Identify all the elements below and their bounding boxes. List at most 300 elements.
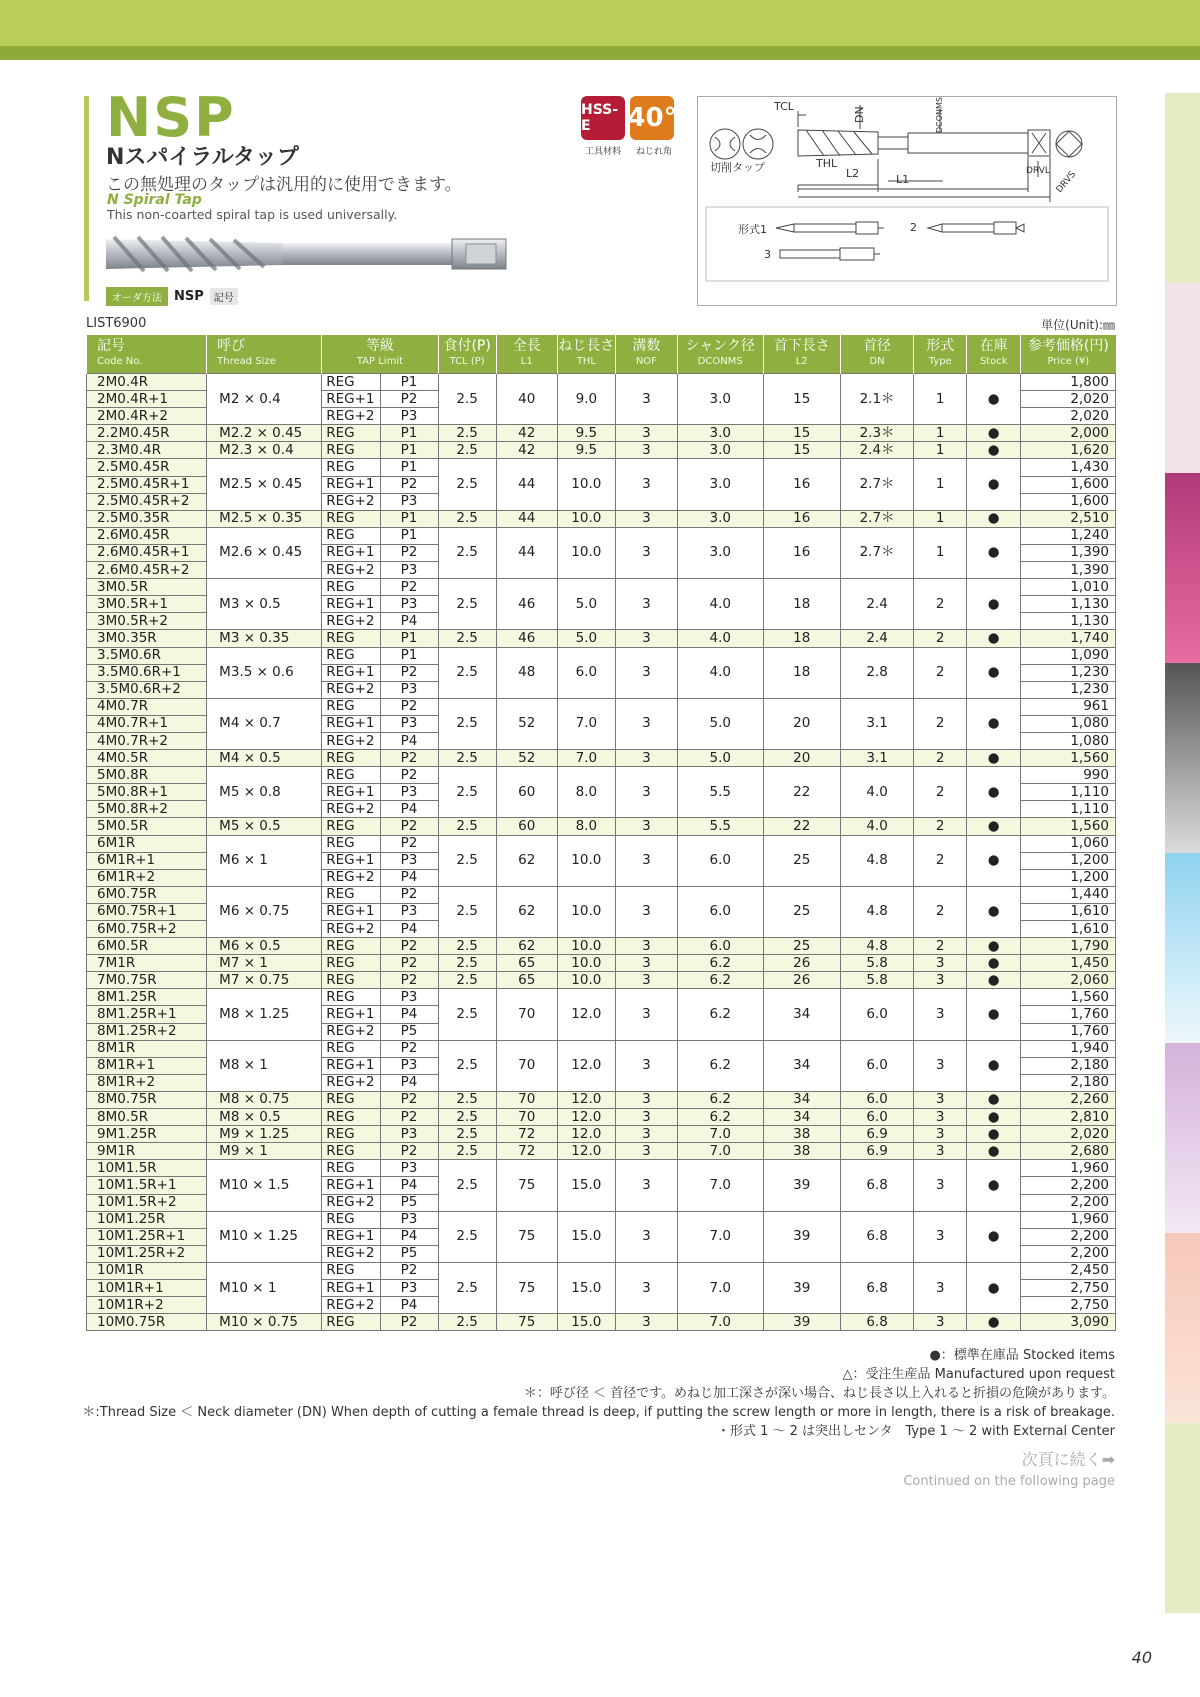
- dn: 6.0: [840, 989, 913, 1040]
- dn: 6.9: [840, 1126, 913, 1143]
- stock-mark: ●: [967, 1109, 1021, 1126]
- l1: 62: [496, 886, 557, 937]
- code-no: 7M1R: [87, 955, 207, 972]
- code-no: 2.5M0.35R: [87, 510, 207, 527]
- table-row: [87, 989, 1116, 1006]
- code-no: 4M0.5R: [87, 750, 207, 767]
- top-color-bar-dark: [0, 46, 1200, 60]
- code-no: 4M0.7R: [87, 698, 207, 715]
- dconms: 6.0: [677, 886, 763, 937]
- type: 1: [914, 510, 967, 527]
- col-header: [87, 335, 207, 374]
- code-no: 6M1R+2: [87, 869, 207, 886]
- l2: 39: [763, 1314, 840, 1331]
- price: 1,560: [1021, 818, 1116, 835]
- col-header-jp: 参考価格(円): [1027, 338, 1109, 354]
- table-row: [87, 1126, 1116, 1143]
- diagram-dconms-label: DCONMS: [935, 97, 944, 133]
- dconms: 5.5: [677, 767, 763, 818]
- diagram-drvs-label: DRVS: [1054, 169, 1079, 195]
- diagram-drvl-label: DRVL: [1026, 166, 1050, 176]
- table-row: [87, 425, 1116, 442]
- type: 3: [914, 1314, 967, 1331]
- code-no: 8M1.25R+1: [87, 1006, 207, 1023]
- price: 2,200: [1021, 1228, 1116, 1245]
- stock-mark: ●: [967, 767, 1021, 818]
- col-header-jp: ねじ長さ: [558, 338, 615, 354]
- dn: 4.8: [840, 835, 913, 886]
- l2: 25: [763, 835, 840, 886]
- code-no: 10M1.25R+2: [87, 1245, 207, 1262]
- tcl: 2.5: [438, 459, 496, 510]
- thread-size: M2 × 0.4: [207, 374, 322, 425]
- order-method-label: オーダ方法: [106, 287, 168, 306]
- type: 3: [914, 1040, 967, 1091]
- l1: 46: [496, 579, 557, 630]
- tcl: 2.5: [438, 1160, 496, 1211]
- type: 3: [914, 972, 967, 989]
- note-neck-en: ＊:Thread Size ＜ Neck diameter (DN) When depth of cutting a female thread is deep, if putting the screw length or more in length, there is a risk of breakage.: [82, 1405, 1115, 1420]
- continued-notice: [903, 1447, 1115, 1489]
- nof: 3: [615, 767, 677, 818]
- code-no: 8M1.25R+2: [87, 1023, 207, 1040]
- tap-limit: P3: [380, 493, 438, 510]
- dconms: 4.0: [677, 579, 763, 630]
- code-no: 5M0.8R+2: [87, 801, 207, 818]
- nof: 3: [615, 989, 677, 1040]
- side-tab-purple: [1165, 1043, 1200, 1233]
- tap-limit: P5: [380, 1245, 438, 1262]
- diagram-l2-label: L2: [846, 167, 860, 180]
- side-tab-pink-light: [1165, 283, 1200, 473]
- tap-limit-class: REG: [322, 767, 380, 784]
- code-no: 2.6M0.45R+1: [87, 544, 207, 561]
- stock-mark: ●: [967, 1143, 1021, 1160]
- code-no: 3M0.35R: [87, 630, 207, 647]
- dconms: 6.0: [677, 835, 763, 886]
- tap-limit: P2: [380, 955, 438, 972]
- code-no: 3M0.5R+2: [87, 613, 207, 630]
- thl: 10.0: [557, 835, 615, 886]
- tap-limit-class: REG: [322, 442, 380, 459]
- stock-mark: ●: [967, 527, 1021, 578]
- stock-mark: ●: [967, 1262, 1021, 1313]
- thl: 9.5: [557, 442, 615, 459]
- code-no: 10M1.5R+2: [87, 1194, 207, 1211]
- thread-size: M4 × 0.5: [207, 750, 322, 767]
- tap-limit: P3: [380, 903, 438, 920]
- thl: 15.0: [557, 1262, 615, 1313]
- col-header-en: TAP Limit: [356, 356, 404, 367]
- thread-size: M2.3 × 0.4: [207, 442, 322, 459]
- diagram-type2-label: 2: [910, 221, 917, 234]
- thread-size: M5 × 0.8: [207, 767, 322, 818]
- dn: 4.8: [840, 886, 913, 937]
- code-no: 5M0.8R: [87, 767, 207, 784]
- type: 2: [914, 938, 967, 955]
- type: 2: [914, 767, 967, 818]
- tap-limit: P3: [380, 1211, 438, 1228]
- nof: 3: [615, 630, 677, 647]
- tap-limit-class: REG+1: [322, 852, 380, 869]
- nof: 3: [615, 886, 677, 937]
- l1: 70: [496, 989, 557, 1040]
- l1: 72: [496, 1143, 557, 1160]
- tcl: 2.5: [438, 1091, 496, 1108]
- tap-limit-class: REG+2: [322, 1074, 380, 1091]
- thl: 10.0: [557, 972, 615, 989]
- table-row: [87, 972, 1116, 989]
- code-no: 2.5M0.45R+1: [87, 476, 207, 493]
- price: 1,230: [1021, 664, 1116, 681]
- stock-mark: ●: [967, 989, 1021, 1040]
- price: 2,260: [1021, 1091, 1116, 1108]
- tcl: 2.5: [438, 1126, 496, 1143]
- col-header-en: Price (¥): [1047, 356, 1090, 367]
- tcl: 2.5: [438, 1040, 496, 1091]
- tap-limit-class: REG: [322, 1160, 380, 1177]
- tcl: 2.5: [438, 818, 496, 835]
- nof: 3: [615, 1314, 677, 1331]
- l1: 62: [496, 938, 557, 955]
- dn: 6.8: [840, 1211, 913, 1262]
- col-header-jp: 記号: [97, 338, 125, 354]
- thread-size: M10 × 1.5: [207, 1160, 322, 1211]
- price: 1,600: [1021, 493, 1116, 510]
- tcl: 2.5: [438, 579, 496, 630]
- nof: 3: [615, 1109, 677, 1126]
- tap-limit: P1: [380, 374, 438, 391]
- tap-limit-class: REG+2: [322, 801, 380, 818]
- price: 1,960: [1021, 1211, 1116, 1228]
- col-header-en: Code No.: [97, 356, 143, 367]
- tcl: 2.5: [438, 1109, 496, 1126]
- type: 3: [914, 1126, 967, 1143]
- tap-limit: P1: [380, 425, 438, 442]
- dn: 2.7＊: [840, 527, 913, 578]
- tcl: 2.5: [438, 972, 496, 989]
- thl: 10.0: [557, 459, 615, 510]
- price: 1,080: [1021, 732, 1116, 749]
- thread-size: M7 × 0.75: [207, 972, 322, 989]
- nof: 3: [615, 527, 677, 578]
- thread-size: M3 × 0.35: [207, 630, 322, 647]
- helix-angle-badge-label: ねじれ角: [636, 147, 673, 157]
- price: 2,200: [1021, 1245, 1116, 1262]
- table-row: [87, 1262, 1116, 1279]
- table-row: [87, 886, 1116, 903]
- tap-limit-class: REG: [322, 1143, 380, 1160]
- table-row: [87, 938, 1116, 955]
- type: 3: [914, 955, 967, 972]
- tap-limit: P3: [380, 562, 438, 579]
- tap-limit-class: REG+1: [322, 1057, 380, 1074]
- tap-limit: P1: [380, 510, 438, 527]
- tap-limit: P2: [380, 391, 438, 408]
- nof: 3: [615, 442, 677, 459]
- dconms: 3.0: [677, 510, 763, 527]
- dconms: 7.0: [677, 1143, 763, 1160]
- stock-mark: ●: [967, 579, 1021, 630]
- l2: 39: [763, 1160, 840, 1211]
- code-no: 2.6M0.45R+2: [87, 562, 207, 579]
- type: 1: [914, 527, 967, 578]
- thread-size: M3 × 0.5: [207, 579, 322, 630]
- tap-limit-class: REG: [322, 1126, 380, 1143]
- table-row: [87, 1160, 1116, 1177]
- code-no: 3.5M0.6R+2: [87, 681, 207, 698]
- stock-mark: ●: [967, 510, 1021, 527]
- code-no: 10M1R+2: [87, 1297, 207, 1314]
- type: 2: [914, 579, 967, 630]
- table-body: [87, 374, 1116, 1331]
- tap-limit-class: REG+2: [322, 1297, 380, 1314]
- product-subtitle-en: This non-coarted spiral tap is used universally.: [107, 207, 398, 222]
- nof: 3: [615, 955, 677, 972]
- thl: 15.0: [557, 1314, 615, 1331]
- side-tab-peach: [1165, 1233, 1200, 1423]
- price: 1,130: [1021, 613, 1116, 630]
- type: 3: [914, 1091, 967, 1108]
- type: 1: [914, 374, 967, 425]
- type: 3: [914, 1160, 967, 1211]
- dn: 2.8: [840, 647, 913, 698]
- l1: 70: [496, 1040, 557, 1091]
- note-stock: ●：標準在庫品 Stocked items: [929, 1348, 1115, 1363]
- dconms: 3.0: [677, 425, 763, 442]
- dconms: 6.0: [677, 938, 763, 955]
- tap-limit-class: REG: [322, 579, 380, 596]
- col-header-jp: 等級: [365, 338, 394, 354]
- l2: 34: [763, 1109, 840, 1126]
- nof: 3: [615, 1262, 677, 1313]
- tap-limit: P2: [380, 1314, 438, 1331]
- table-row: [87, 818, 1116, 835]
- nof: 3: [615, 818, 677, 835]
- price: 1,110: [1021, 784, 1116, 801]
- stock-mark: ●: [967, 374, 1021, 425]
- l2: 25: [763, 886, 840, 937]
- tap-limit: P4: [380, 921, 438, 938]
- l1: 46: [496, 630, 557, 647]
- price: 2,020: [1021, 408, 1116, 425]
- col-header-jp: 全長: [512, 338, 541, 354]
- tcl: 2.5: [438, 1314, 496, 1331]
- price: 1,740: [1021, 630, 1116, 647]
- dconms: 6.2: [677, 1091, 763, 1108]
- product-subtitle-jp: この無処理のタップは汎用的に使用できます。: [106, 175, 462, 195]
- code-no: 10M1.25R: [87, 1211, 207, 1228]
- table-header-row: [87, 335, 1116, 374]
- col-header-en: L2: [795, 356, 808, 367]
- table-row: [87, 1143, 1116, 1160]
- col-header: [438, 335, 496, 374]
- thl: 12.0: [557, 1143, 615, 1160]
- tap-limit: P3: [380, 784, 438, 801]
- tcl: 2.5: [438, 1143, 496, 1160]
- l2: 20: [763, 750, 840, 767]
- l1: 72: [496, 1126, 557, 1143]
- tap-limit-class: REG+1: [322, 596, 380, 613]
- stock-mark: ●: [967, 1314, 1021, 1331]
- stock-mark: ●: [967, 818, 1021, 835]
- type: 2: [914, 886, 967, 937]
- col-header-en: Thread Size: [217, 356, 276, 367]
- thl: 10.0: [557, 955, 615, 972]
- tap-limit: P4: [380, 732, 438, 749]
- code-no: 8M1.25R: [87, 989, 207, 1006]
- type: 2: [914, 835, 967, 886]
- table-row: [87, 1211, 1116, 1228]
- code-no: 10M1.5R+1: [87, 1177, 207, 1194]
- note-neck-jp: ＊：呼び径 ＜ 首径です。めねじ加工深さが深い場合、ねじ長さ以上入れると折損の危険があります。: [523, 1386, 1115, 1401]
- thread-size: M4 × 0.7: [207, 698, 322, 749]
- tap-limit: P4: [380, 613, 438, 630]
- thl: 12.0: [557, 1040, 615, 1091]
- tap-limit: P3: [380, 852, 438, 869]
- col-header: [496, 335, 557, 374]
- tcl: 2.5: [438, 835, 496, 886]
- tap-limit-class: REG+1: [322, 784, 380, 801]
- diagram-type3-label: 3: [764, 248, 771, 261]
- col-header: [1021, 335, 1116, 374]
- nof: 3: [615, 1091, 677, 1108]
- thl: 7.0: [557, 750, 615, 767]
- thl: 5.0: [557, 579, 615, 630]
- tap-limit-class: REG+1: [322, 715, 380, 732]
- col-header-jp: 溝数: [632, 338, 661, 354]
- tap-limit: P2: [380, 835, 438, 852]
- stock-mark: ●: [967, 938, 1021, 955]
- code-no: 8M1R: [87, 1040, 207, 1057]
- dn: 2.7＊: [840, 459, 913, 510]
- tap-limit-class: REG: [322, 955, 380, 972]
- dconms: 6.2: [677, 1040, 763, 1091]
- price: 1,430: [1021, 459, 1116, 476]
- table-row: [87, 647, 1116, 664]
- price: 1,230: [1021, 681, 1116, 698]
- stock-mark: ●: [967, 972, 1021, 989]
- col-header-jp: シャンク径: [685, 338, 755, 354]
- dn: 6.8: [840, 1262, 913, 1313]
- side-tab-blue: [1165, 853, 1200, 1043]
- col-header-jp: 形式: [926, 338, 955, 354]
- l1: 75: [496, 1160, 557, 1211]
- tap-limit: P2: [380, 698, 438, 715]
- l2: 16: [763, 510, 840, 527]
- side-tab-gray: [1165, 663, 1200, 853]
- col-header-en: Stock: [979, 356, 1008, 367]
- table-row: [87, 1091, 1116, 1108]
- type: 2: [914, 630, 967, 647]
- price: 1,960: [1021, 1160, 1116, 1177]
- l2: 18: [763, 579, 840, 630]
- price: 2,020: [1021, 1126, 1116, 1143]
- code-no: 2M0.4R+2: [87, 408, 207, 425]
- dn: 4.0: [840, 818, 913, 835]
- price: 2,180: [1021, 1057, 1116, 1074]
- stock-mark: ●: [967, 425, 1021, 442]
- dn: 2.3＊: [840, 425, 913, 442]
- type: 2: [914, 750, 967, 767]
- code-no: 6M0.5R: [87, 938, 207, 955]
- price: 1,130: [1021, 596, 1116, 613]
- l2: 39: [763, 1211, 840, 1262]
- side-tab-magenta: [1165, 473, 1200, 663]
- tap-limit: P3: [380, 596, 438, 613]
- l1: 60: [496, 767, 557, 818]
- thl: 5.0: [557, 630, 615, 647]
- tap-limit-class: REG: [322, 1040, 380, 1057]
- tap-limit-class: REG: [322, 886, 380, 903]
- thl: 15.0: [557, 1211, 615, 1262]
- tap-limit: P5: [380, 1194, 438, 1211]
- dn: 3.1: [840, 750, 913, 767]
- col-header: [967, 335, 1021, 374]
- l1: 65: [496, 972, 557, 989]
- price: 2,680: [1021, 1143, 1116, 1160]
- l1: 52: [496, 698, 557, 749]
- top-color-bar: [0, 0, 1200, 46]
- l1: 75: [496, 1314, 557, 1331]
- dconms: 3.0: [677, 442, 763, 459]
- thl: 10.0: [557, 938, 615, 955]
- thl: 9.5: [557, 425, 615, 442]
- col-header: [322, 335, 438, 374]
- type: 1: [914, 442, 967, 459]
- price: 1,610: [1021, 903, 1116, 920]
- l1: 65: [496, 955, 557, 972]
- dn: 2.1＊: [840, 374, 913, 425]
- code-no: 9M1.25R: [87, 1126, 207, 1143]
- thl: 6.0: [557, 647, 615, 698]
- nof: 3: [615, 647, 677, 698]
- stock-mark: ●: [967, 750, 1021, 767]
- tap-limit: P3: [380, 681, 438, 698]
- dn: 2.4: [840, 630, 913, 647]
- thread-size: M2.2 × 0.45: [207, 425, 322, 442]
- thread-size: M8 × 1: [207, 1040, 322, 1091]
- code-no: 9M1R: [87, 1143, 207, 1160]
- tap-limit-class: REG+2: [322, 681, 380, 698]
- col-header-jp: 首下長さ: [773, 338, 830, 354]
- col-header-en: L1: [520, 356, 533, 367]
- l1: 42: [496, 425, 557, 442]
- thl: 12.0: [557, 1109, 615, 1126]
- tap-product-image: [104, 225, 510, 281]
- dn: 4.8: [840, 938, 913, 955]
- thread-size: M6 × 0.5: [207, 938, 322, 955]
- thread-size: M3.5 × 0.6: [207, 647, 322, 698]
- nof: 3: [615, 510, 677, 527]
- col-header-jp: 呼び: [217, 338, 246, 354]
- tcl: 2.5: [438, 750, 496, 767]
- nof: 3: [615, 972, 677, 989]
- dn: 6.0: [840, 1091, 913, 1108]
- tap-limit: P4: [380, 1177, 438, 1194]
- col-header: [557, 335, 615, 374]
- code-no: 10M1R+1: [87, 1279, 207, 1296]
- diagram-tcl-label: TCL: [774, 100, 794, 113]
- tap-limit: P1: [380, 630, 438, 647]
- stock-mark: ●: [967, 886, 1021, 937]
- nof: 3: [615, 1126, 677, 1143]
- table-row: [87, 630, 1116, 647]
- product-table: [86, 335, 1116, 1331]
- tap-limit-class: REG: [322, 630, 380, 647]
- l2: 34: [763, 1040, 840, 1091]
- price: 1,390: [1021, 562, 1116, 579]
